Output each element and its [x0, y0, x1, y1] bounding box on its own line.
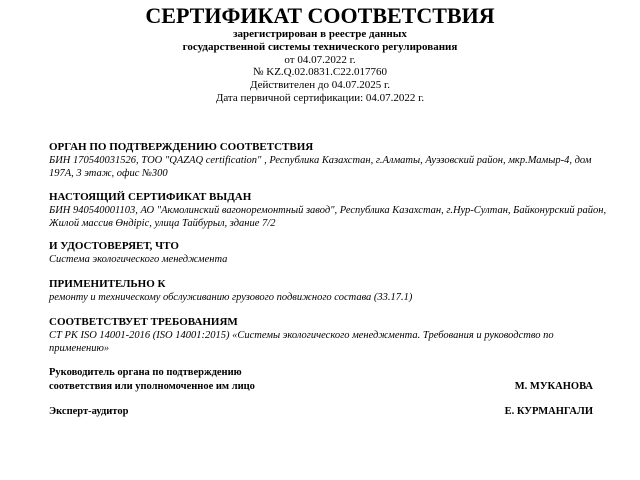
section-text: БИН 170540031526, ТОО "QAZAQ certification" , Республика Казахстан, г.Алматы, Ауэзовский район, мкр.Мамыр-4, дом 197А, 3 этаж, офис №300 — [49, 155, 592, 179]
head-title-line-1: Руководитель органа по подтверждению — [49, 367, 242, 378]
section-text: СТ РК ISO 14001-2016 (ISO 14001:2015) «Системы экологического менеджмента. Требования и руководство по применению» — [49, 330, 554, 354]
section-organ — [49, 141, 609, 180]
head-title-line-2: соответствия или уполномоченное им лицо — [49, 381, 255, 392]
registration-date: от 04.07.2022 г. — [284, 53, 356, 66]
expert-label: Эксперт-аудитор — [49, 406, 129, 417]
certificate-number: № KZ.Q.02.0831.С22.017760 — [253, 66, 387, 79]
registration-header — [0, 28, 640, 105]
section-heading: И УДОСТОВЕРЯЕТ, ЧТО — [49, 240, 179, 252]
section-heading: НАСТОЯЩИЙ СЕРТИФИКАТ ВЫДАН — [49, 191, 252, 203]
expert-name: Е. КУРМАНГАЛИ — [504, 406, 593, 417]
section-certifies — [49, 240, 609, 266]
first-certification-date: Дата первичной сертификации: 04.07.2022 г. — [215, 91, 425, 104]
section-heading: ОРГАН ПО ПОДТВЕРЖДЕНИЮ СООТВЕТСТВИЯ — [49, 141, 314, 153]
registry-line-2: государственной системы технического регулирования — [182, 40, 458, 53]
expert-signature-row — [49, 405, 593, 419]
section-heading: ПРИМЕНИТЕЛЬНО К — [49, 278, 166, 290]
section-issued-to — [49, 191, 609, 230]
section-text: Система экологического менеджмента — [49, 254, 228, 265]
section-text: БИН 940540001103, АО "Акмолинский вагоноремонтный завод", Республика Казахстан, г.Нур-Султан, Байконурский район, Жилой массив Өндіріс, улица Тайбурыл, здание 7/2 — [49, 205, 607, 229]
certificate-title: СЕРТИФИКАТ СООТВЕТСТВИЯ — [145, 3, 495, 28]
section-applicable — [49, 278, 609, 304]
section-heading: СООТВЕТСТВУЕТ ТРЕБОВАНИЯМ — [49, 316, 238, 328]
section-text: ремонту и техническому обслуживанию грузового подвижного состава (33.17.1) — [49, 292, 413, 303]
head-name: М. МУКАНОВА — [514, 381, 593, 392]
valid-until: Действителен до 04.07.2025 г. — [250, 79, 390, 92]
head-signature-row — [49, 366, 593, 394]
registry-line-1: зарегистрирован в реестре данных — [233, 28, 407, 40]
section-requirements — [49, 316, 609, 355]
